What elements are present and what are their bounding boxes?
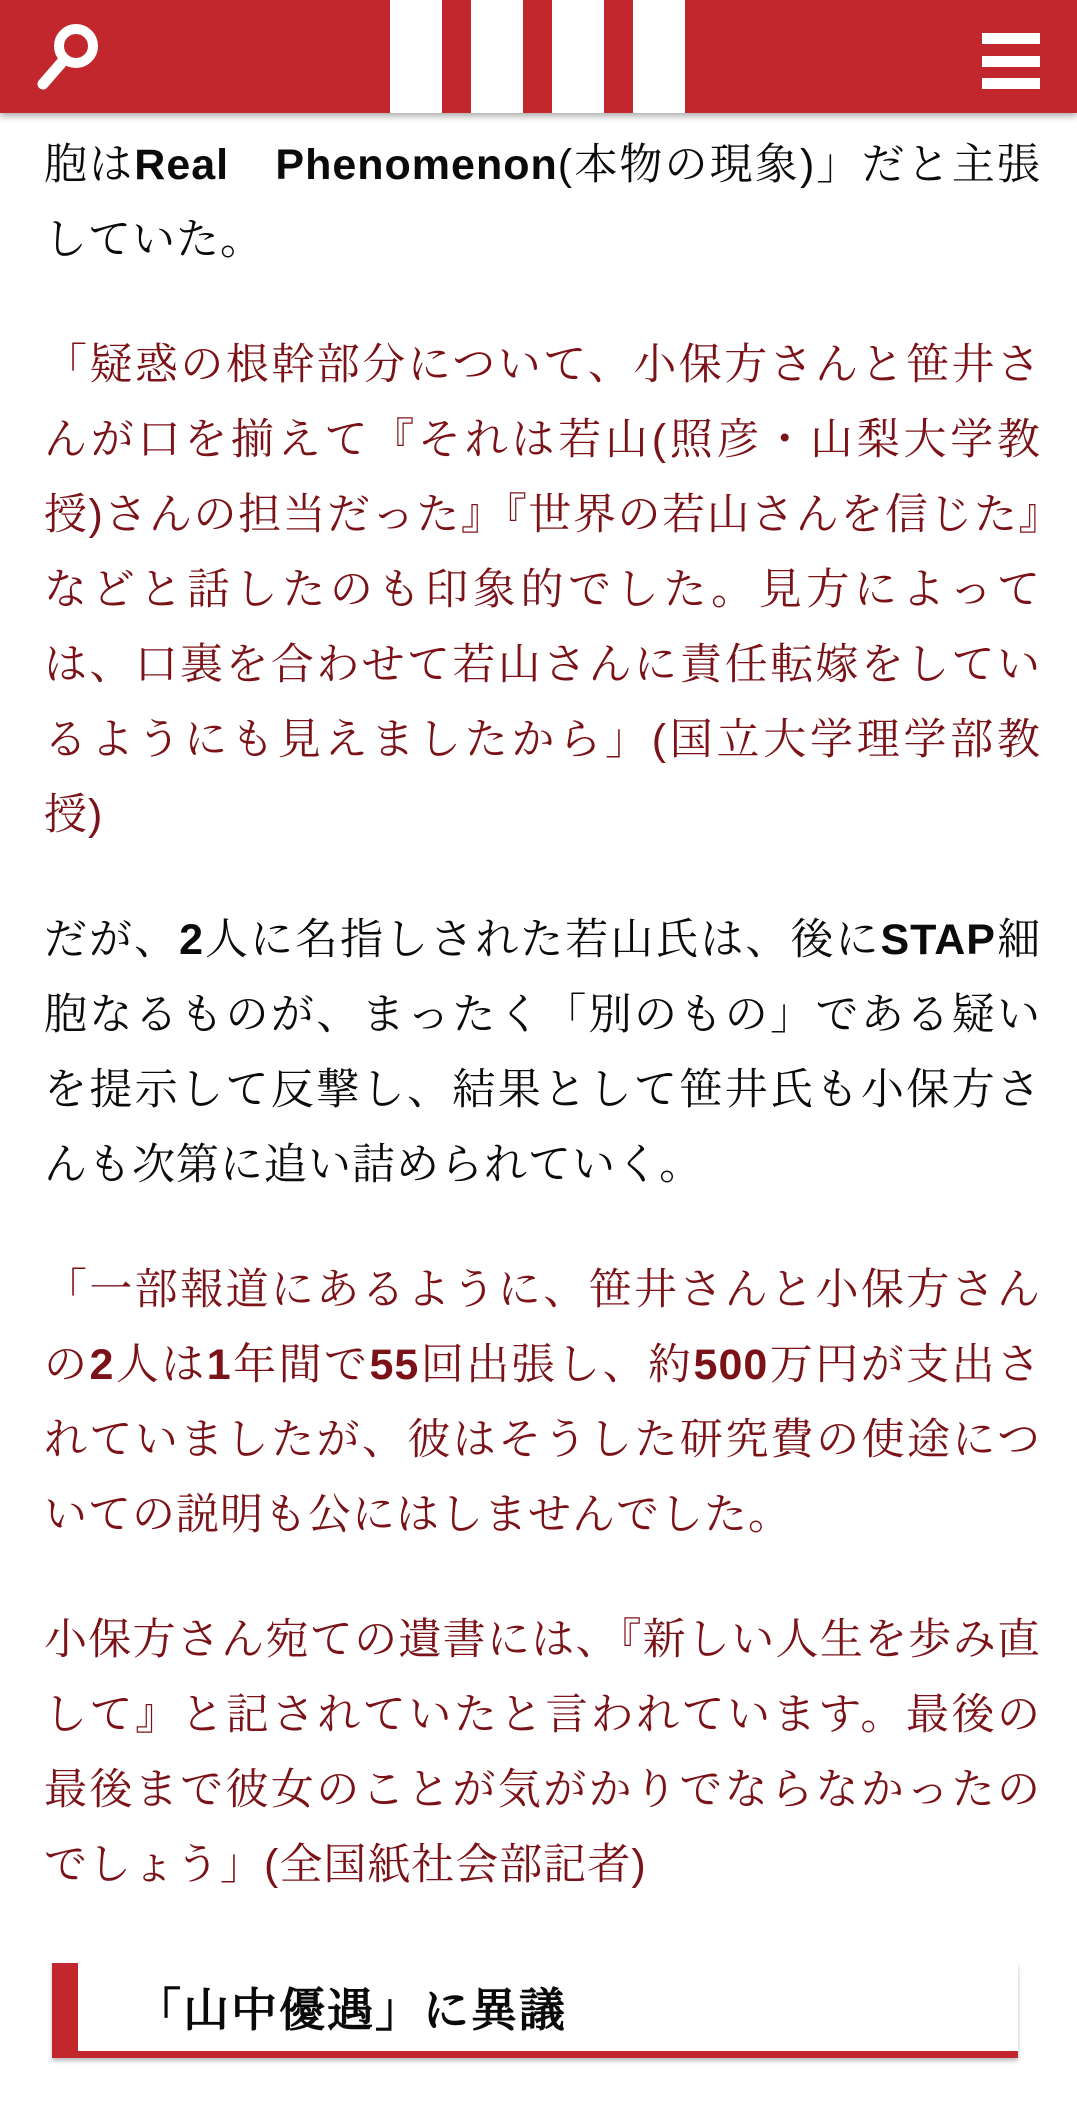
hamburger-menu-button[interactable] <box>982 33 1040 89</box>
logo-stripe <box>633 0 685 113</box>
search-button[interactable] <box>30 20 102 96</box>
section-heading-block <box>52 1963 1018 2058</box>
paragraph: だが、2人に名指しされた若山氏は、後にSTAP細胞なるものが、まったく「別のもの」である疑いを提示して反撃し、結果として笹井氏も小保方さんも次第に追い詰められていく。 <box>44 916 1042 1189</box>
hamburger-menu-icon <box>982 33 1040 44</box>
logo-stripe <box>552 0 604 113</box>
paragraph: 「一部報道にあるように、笹井さんと小保方さんの2人は1年間で55回出張し、約500万円が支出されていましたが、彼はそうした研究費の使途についての説明も公にはしませんでした。 <box>44 1266 1042 1539</box>
logo-stripes <box>390 0 685 113</box>
paragraph: 胞はReal Phenomenon(本物の現象)」だと主張していた。 <box>44 141 1042 264</box>
logo-stripe <box>390 0 442 113</box>
paragraph: 「疑惑の根幹部分について、小保方さんと笹井さんが口を揃えて『それは若山(照彦・山梨大学教授)さんの担当だった』『世界の若山さんを信じた』などと話したのも印象的でした。見方によっては、口裏を合わせて若山さんに責任転嫁をしているようにも見えましたから」(国立大学理学部教授) <box>44 341 1041 839</box>
section-heading-text: 「山中優遇」に異議 <box>135 1984 567 2036</box>
paragraph: 小保方さん宛ての遺書には、『新しい人生を歩み直して』と記されていたと言われています。最後の最後まで彼女のことが気がかりでならなかったのでしょう」(全国紙社会部記者) <box>44 1616 1041 1889</box>
app-header <box>0 0 1077 113</box>
search-icon <box>30 20 102 96</box>
logo-stripe <box>471 0 523 113</box>
article-body <box>0 113 1077 1903</box>
heading-accent-bar <box>52 1963 78 2051</box>
